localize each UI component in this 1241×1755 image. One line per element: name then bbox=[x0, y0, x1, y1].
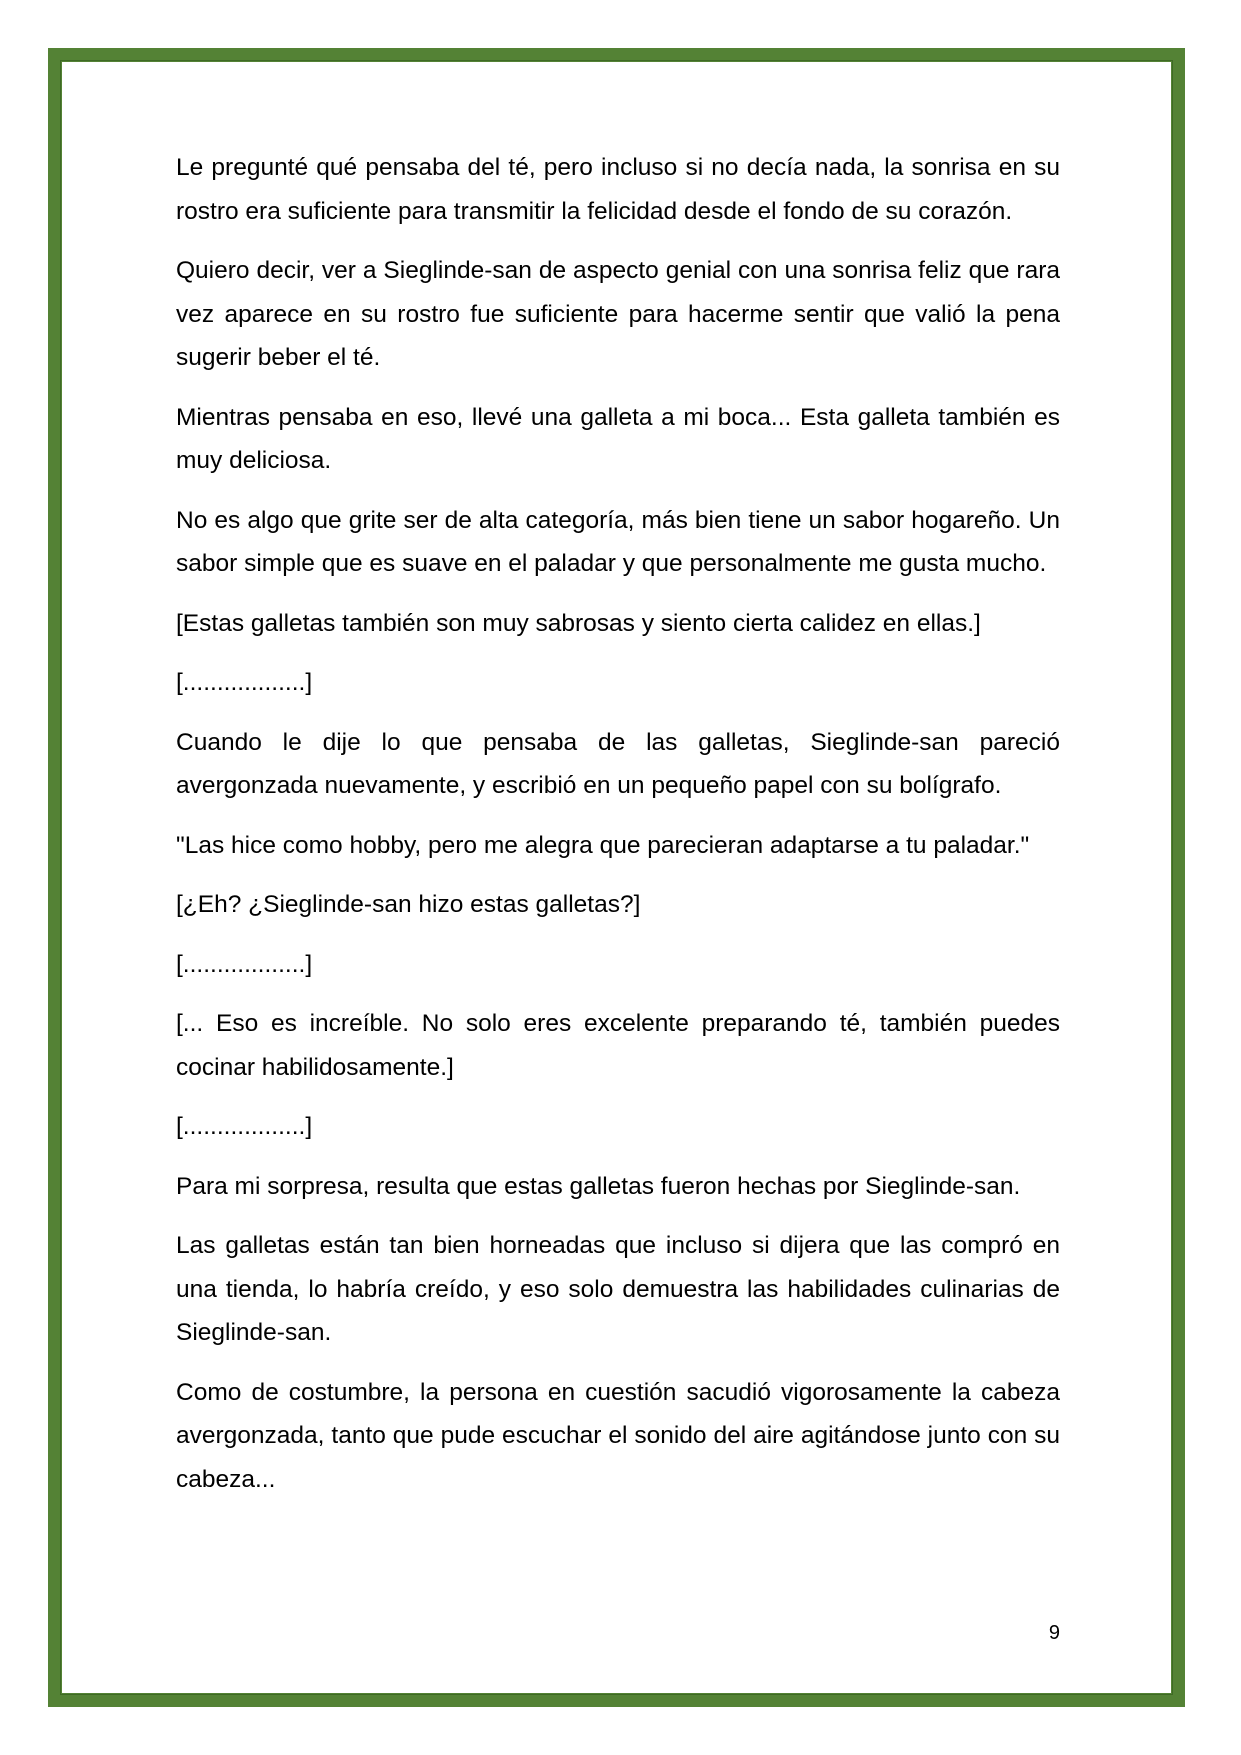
paragraph: [..................] bbox=[176, 1113, 313, 1140]
page-number: 9 bbox=[1048, 1622, 1060, 1644]
paragraph: [..................] bbox=[176, 950, 313, 978]
paragraph: "Las hice como hobby, pero me alegra que parecieran adaptarse a tu paladar." bbox=[176, 831, 1030, 859]
paragraph: Le pregunté qué pensaba del té, pero incluso si no decía nada, la sonrisa en su rostro era suficiente para transmitir la felicidad desde el fondo de su corazón. bbox=[176, 154, 1060, 225]
paragraph: Para mi sorpresa, resulta que estas galletas fueron hechas por Sieglinde-san. bbox=[176, 1172, 1021, 1200]
paragraph: [¿Eh? ¿Sieglinde-san hizo estas galletas?] bbox=[176, 891, 641, 918]
paragraph: Cuando le dije lo que pensaba de las galletas, Sieglinde-san pareció avergonzada nuevamente, y escribió en un pequeño papel con su bolígrafo. bbox=[176, 728, 1060, 799]
paragraph: Las galletas están tan bien horneadas que incluso si dijera que las compró en una tienda, lo habría creído, y eso solo demuestra las habilidades culinarias de Sieglinde-san. bbox=[176, 1232, 1060, 1346]
paragraph: Quiero decir, ver a Sieglinde-san de aspecto genial con una sonrisa feliz que rara vez aparece en su rostro fue suficiente para hacerme sentir que valió la pena sugerir beber el té. bbox=[176, 257, 1060, 371]
paragraph: Mientras pensaba en eso, llevé una galleta a mi boca... Esta galleta también es muy deliciosa. bbox=[176, 403, 1060, 474]
paragraph: Como de costumbre, la persona en cuestión sacudió vigorosamente la cabeza avergonzada, tanto que pude escuchar el sonido del aire agitándose junto con su cabeza... bbox=[176, 1378, 1060, 1493]
paragraph: [... Eso es increíble. No solo eres excelente preparando té, también puedes cocinar habilidosamente.] bbox=[176, 1010, 1060, 1081]
paragraph: No es algo que grite ser de alta categoría, más bien tiene un sabor hogareño. Un sabor simple que es suave en el paladar y que personalmente me gusta mucho. bbox=[176, 506, 1060, 577]
paragraph: [Estas galletas también son muy sabrosas y siento cierta calidez en ellas.] bbox=[176, 609, 981, 637]
page-body bbox=[176, 146, 1060, 1517]
paragraph: [..................] bbox=[176, 669, 313, 696]
